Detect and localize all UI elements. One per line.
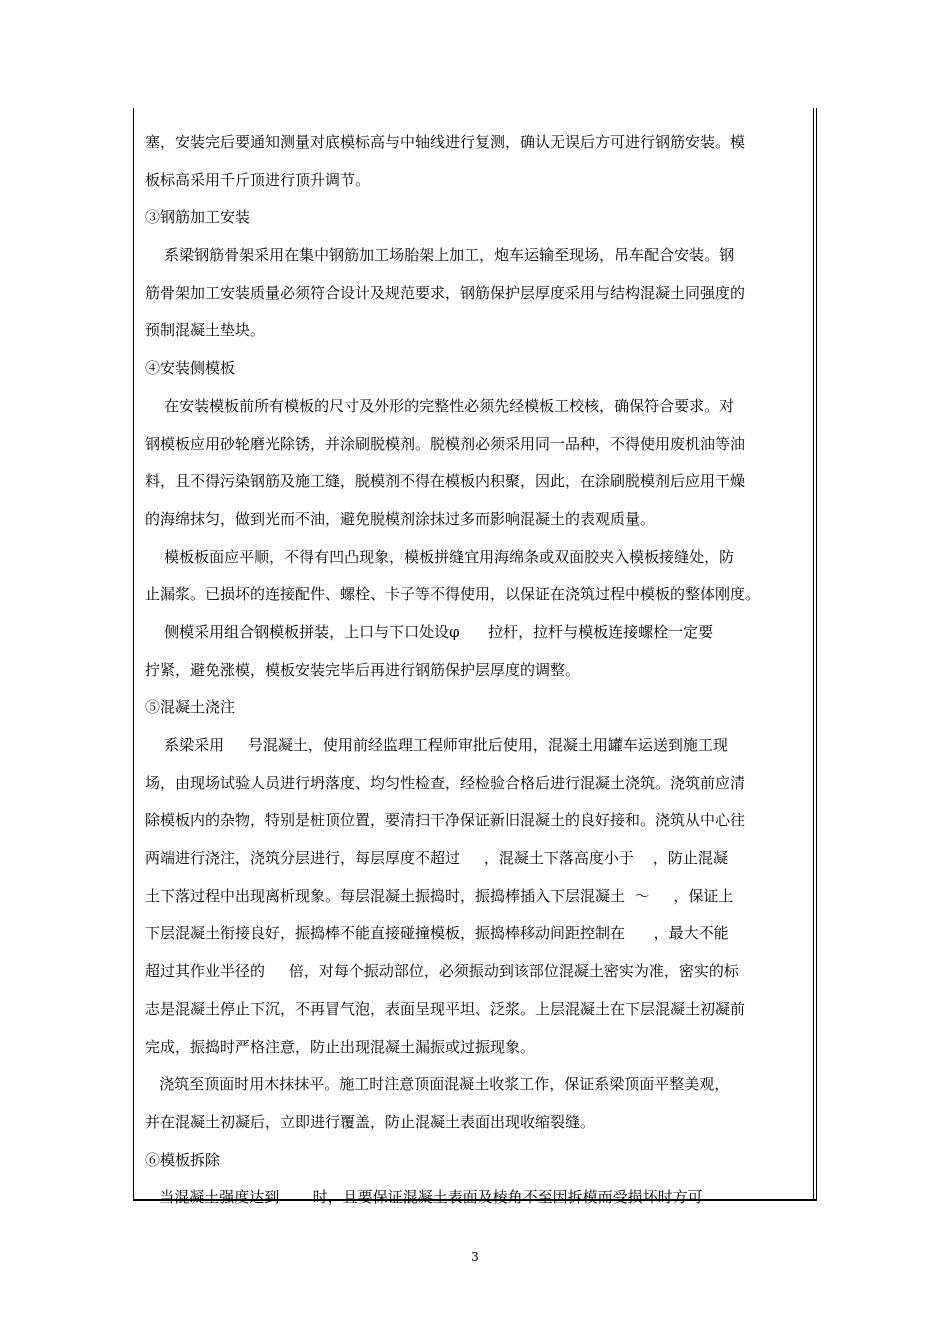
text-line: 浇筑至顶面时用木抹抹平。施工时注意顶面混凝土收浆工作，保证系梁顶面平整美观， [145,1075,730,1094]
text-line: ③钢筋加工安装 [145,208,251,227]
text-line: 止漏浆。已损坏的连接配件、螺栓、卡子等不得使用，以保证在浇筑过程中模板的整体刚度。 [145,585,761,604]
text-line: 筋骨架加工安装质量必须符合设计及规范要求，钢筋保护层厚度采用与结构混凝土同强度的 [145,283,746,302]
text-line: 模板板面应平顺，不得有凹凸现象，模板拼缝宜用海绵条或双面胶夹入模板接缝处，防 [145,547,735,566]
text-line: 超过其作业半径的 倍，对每个振动部位，必须振动到该部位混凝土密实为准，密实的标 [145,962,739,981]
text-line: 系梁钢筋骨架采用在集中钢筋加工场胎架上加工，炮车运输至现场，吊车配合安装。钢 [145,246,735,265]
text-line: 钢模板应用砂轮磨光除锈，并涂刷脱模剂。脱模剂必须采用同一品种，不得使用废机油等油 [145,434,746,453]
text-line: 除模板内的杂物，特别是桩顶位置，要清扫干净保证新旧混凝土的良好接和。浇筑从中心往 [145,811,746,830]
text-line: 志是混凝土停止下沉，不再冒气泡，表面呈现平坦、泛浆。上层混凝土在下层混凝土初凝前 [145,999,746,1018]
content-frame [133,108,817,1207]
text-line: 场，由现场试验人员进行坍落度、均匀性检查，经检验合格后进行混凝土浇筑。浇筑前应清 [145,773,746,792]
text-line: 塞，安装完后要通知测量对底模标高与中轴线进行复测，确认无误后方可进行钢筋安装。模 [145,133,746,151]
text-line: 完成，振捣时严格注意，防止出现混凝土漏振或过振现象。 [145,1037,536,1056]
text-line: 拧紧，避免涨模，模板安装完毕后再进行钢筋保护层厚度的调整。 [145,660,581,679]
page-number: 3 [471,1250,479,1264]
text-line: 预制混凝土垫块。 [145,321,266,340]
text-line: 土下落过程中出现离析现象。每层混凝土振捣时，振捣棒插入下层混凝土 ～ ，保证上 [145,886,734,905]
text-line: ⑤混凝土浇注 [145,698,236,717]
text-line: 下层混凝土衔接良好，振捣棒不能直接碰撞模板，振捣棒移动间距控制在 ，最大不能 [145,924,729,943]
document-body [145,124,809,1217]
text-line: 当混凝土强度达到 时，且要保证混凝土表面及棱角不至因拆模而受损坏时方可 [145,1188,703,1207]
text-line: ④安装侧模板 [145,359,236,378]
text-line: 系梁采用 号混凝土，使用前经监理工程师审批后使用，混凝土用罐车运送到施工现 [145,736,728,754]
text-line: 的海绵抹匀，做到光而不油，避免脱模剂涂抹过多而影响混凝土的表观质量。 [145,509,656,528]
text-line: ⑥模板拆除 [145,1150,221,1169]
text-line: 并在混凝土初凝后，立即进行覆盖，防止混凝土表面出现收缩裂缝。 [145,1112,596,1131]
text-line: 料，且不得污染钢筋及施工缝，脱模剂不得在模板内积聚，因此，在涂刷脱模剂后应用干燥 [145,472,746,491]
text-line: 板标高采用千斤顶进行顶升调节。 [145,170,371,189]
text-line: 两端进行浇注，浇筑分层进行，每层厚度不超过 ，混凝土下落高度小于 ，防止混凝 [145,849,728,868]
text-line: 在安装模板前所有模板的尺寸及外形的完整性必须先经模板工校核，确保符合要求。对 [145,396,735,415]
text-line: 侧模采用组合钢模板拼装，上口与下口处设φ 拉杆，拉杆与模板连接螺栓一定要 [145,622,714,641]
